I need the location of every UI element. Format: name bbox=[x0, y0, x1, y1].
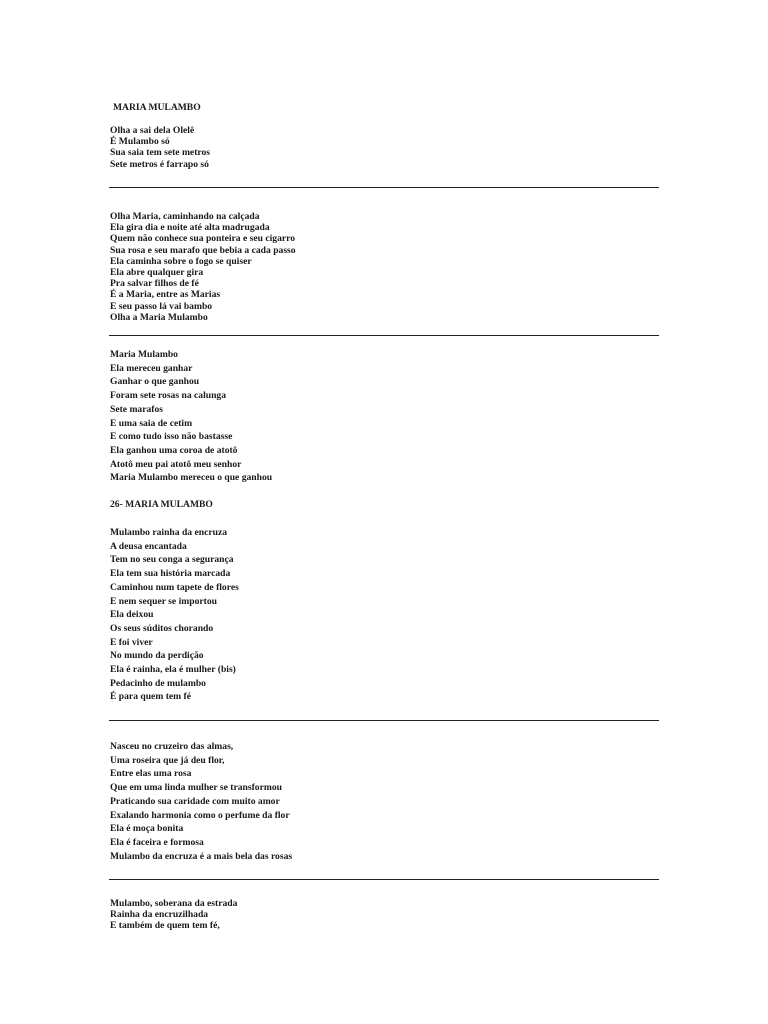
verse-line: E também de quem tem fé, bbox=[110, 920, 220, 932]
section-divider bbox=[109, 720, 659, 721]
verse-line: Ela ganhou uma coroa de atotô bbox=[110, 444, 238, 456]
verse-line: Ela gira dia e noite até alta madrugada bbox=[110, 222, 270, 234]
verse-line: Quem não conhece sua ponteira e seu cigarro bbox=[110, 233, 296, 245]
verse-line: Ela caminha sobre o fogo se quiser bbox=[110, 255, 252, 267]
verse-line: Ela deixou bbox=[110, 609, 154, 621]
stanza-3 bbox=[110, 348, 272, 485]
verse-line: Uma roseira que já deu flor, bbox=[110, 754, 225, 766]
stanza-4 bbox=[110, 526, 239, 704]
verse-line: Sete marafos bbox=[110, 403, 164, 415]
verse-line: Pedacinho de mulambo bbox=[110, 677, 206, 689]
verse-line: E uma saia de cetim bbox=[110, 417, 193, 429]
verse-line: Sua rosa e seu marafo que bebia a cada passo bbox=[110, 244, 296, 256]
verse-line: Ela é moça bonita bbox=[110, 823, 184, 835]
verse-line: Que em uma linda mulher se transformou bbox=[110, 782, 282, 794]
verse-line: Nasceu no cruzeiro das almas, bbox=[110, 741, 234, 752]
verse-line: Olha Maria, caminhando na calçada bbox=[110, 211, 260, 222]
verse-line: E seu passo lá vai bambo bbox=[110, 300, 213, 312]
verse-line: Mulambo, soberana da estrada bbox=[110, 898, 238, 909]
verse-line: Maria Mulambo mereceu o que ganhou bbox=[110, 472, 273, 484]
verse-line: É para quem tem fé bbox=[110, 691, 191, 703]
verse-line: Olha a Maria Mulambo bbox=[110, 311, 208, 323]
verse-line: Praticando sua caridade com muito amor bbox=[110, 795, 280, 807]
verse-line: A deusa encantada bbox=[110, 540, 187, 552]
verse-line: Ela é rainha, ela é mulher (bis) bbox=[110, 664, 236, 676]
verse-line: Ela mereceu ganhar bbox=[110, 362, 193, 374]
verse-line: Caminhou num tapete de flores bbox=[110, 581, 239, 593]
verse-line: Ela tem sua história marcada bbox=[110, 568, 231, 580]
verse-line: Olha a sai dela Olelê bbox=[110, 125, 195, 136]
section-divider bbox=[109, 879, 659, 880]
verse-line: Foram sete rosas na calunga bbox=[110, 390, 227, 402]
verse-line: Tem no seu conga a segurança bbox=[110, 554, 234, 566]
verse-line: Pra salvar filhos de fé bbox=[110, 278, 199, 290]
verse-line: Rainha da encruzilhada bbox=[110, 909, 209, 921]
verse-line: Maria Mulambo bbox=[110, 349, 178, 360]
verse-line: Mulambo da encruza é a mais bela das rosas bbox=[110, 850, 293, 862]
verse-line: É Mulambo só bbox=[110, 136, 170, 148]
verse-line: Os seus súditos chorando bbox=[110, 622, 214, 634]
song-title: 26- MARIA MULAMBO bbox=[110, 499, 213, 510]
verse-line: Ganhar o que ganhou bbox=[110, 376, 200, 388]
stanza-2 bbox=[110, 211, 296, 323]
verse-line: No mundo da perdição bbox=[110, 650, 204, 662]
song-title: MARIA MULAMBO bbox=[113, 102, 201, 113]
stanza-5 bbox=[110, 740, 292, 863]
verse-line: Entre elas uma rosa bbox=[110, 768, 192, 780]
stanza-6 bbox=[110, 898, 237, 932]
stanza-1 bbox=[110, 125, 210, 170]
verse-line: Sete metros é farrapo só bbox=[110, 158, 209, 170]
section-divider bbox=[109, 335, 659, 336]
verse-line: E nem sequer se importou bbox=[110, 595, 217, 607]
verse-line: Mulambo rainha da encruza bbox=[110, 527, 227, 538]
verse-line: Exalando harmonia como o perfume da flor bbox=[110, 809, 290, 821]
verse-line: Ela abre qualquer gira bbox=[110, 267, 204, 279]
verse-line: E como tudo isso não bastasse bbox=[110, 431, 233, 443]
verse-line: Atotô meu pai atotô meu senhor bbox=[110, 458, 242, 470]
verse-line: Sua saia tem sete metros bbox=[110, 147, 211, 159]
section-divider bbox=[109, 187, 659, 188]
verse-line: É a Maria, entre as Marias bbox=[110, 289, 221, 301]
verse-line: Ela é faceira e formosa bbox=[110, 836, 204, 848]
verse-line: E foi viver bbox=[110, 636, 153, 648]
